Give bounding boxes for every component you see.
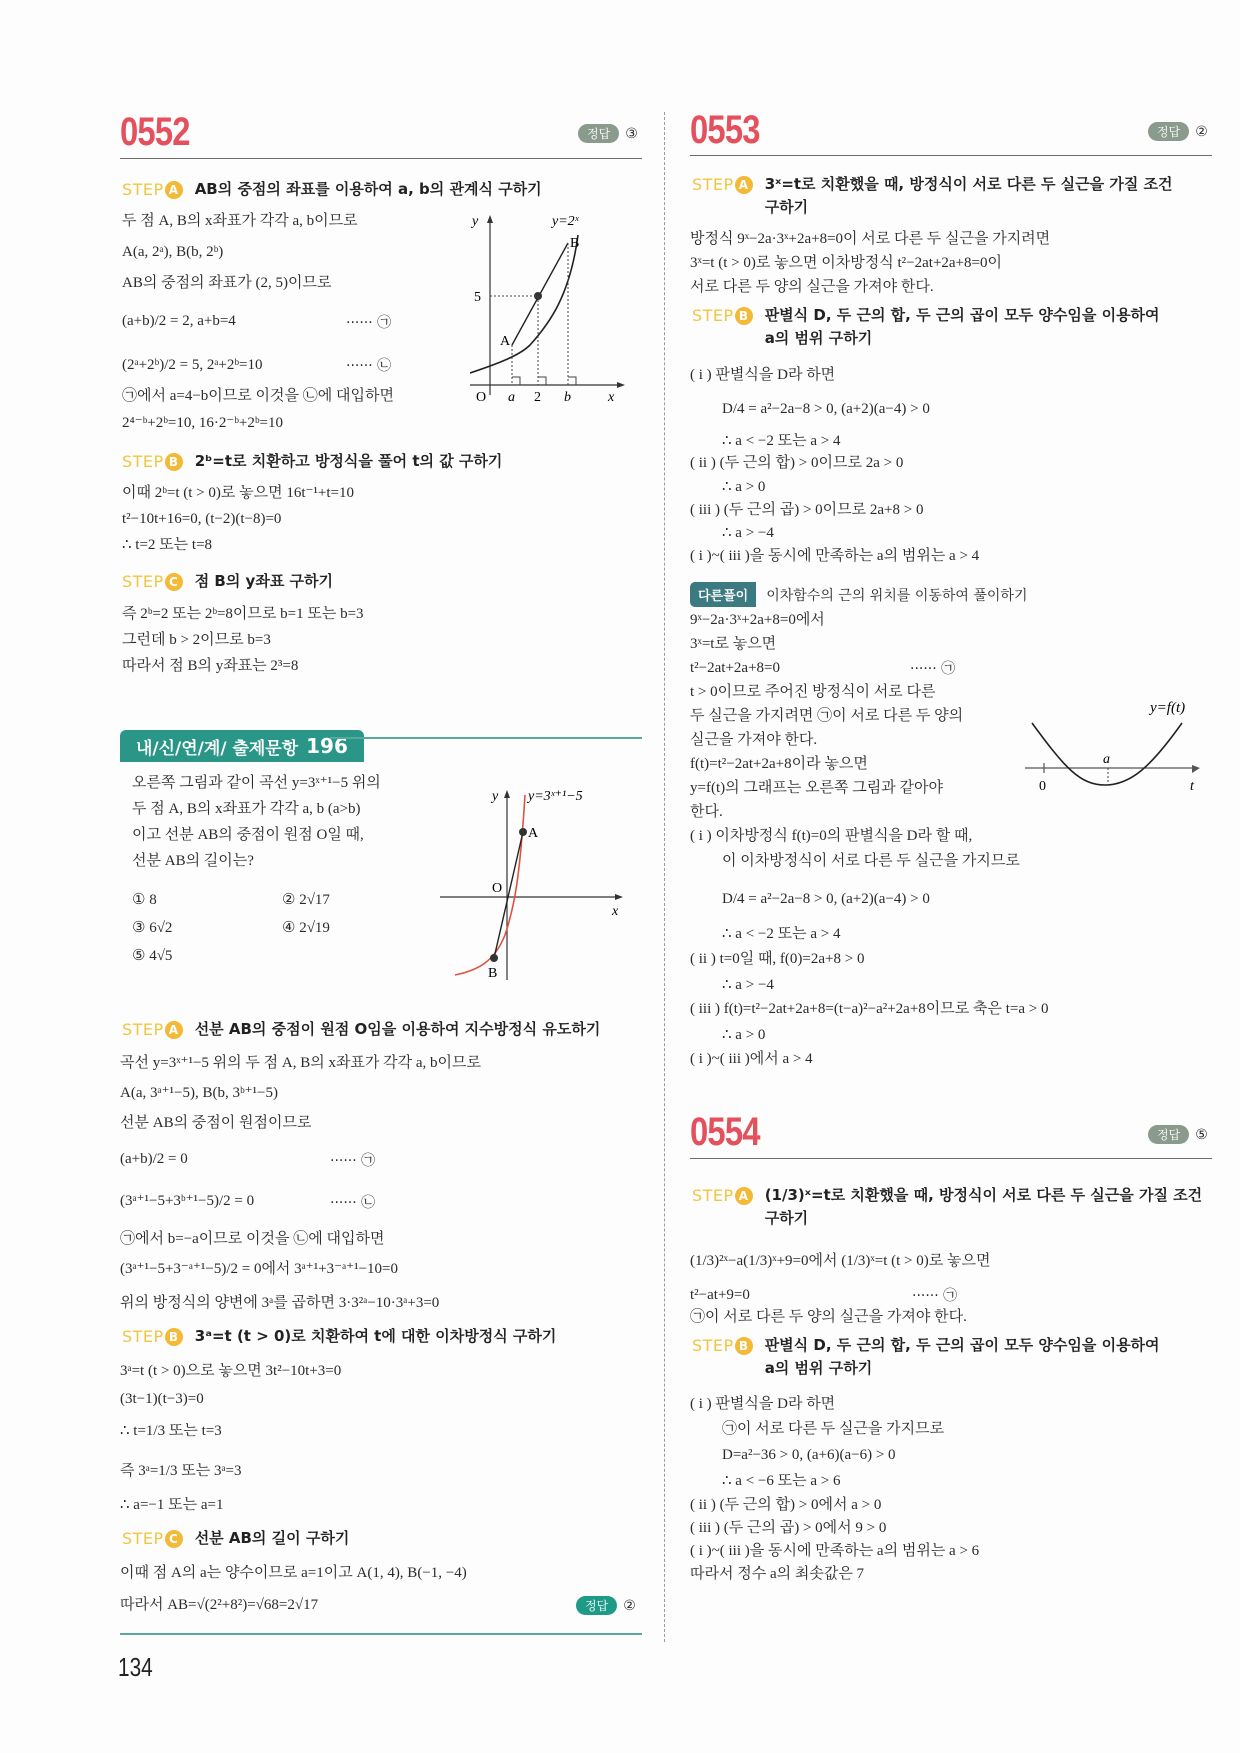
step-tag: STEP B bbox=[692, 1334, 753, 1357]
text-line: 두 실근을 가지려면 ㉠이 서로 다른 두 양의 bbox=[690, 708, 964, 724]
svg-text:2: 2 bbox=[534, 390, 541, 405]
step-letter-icon: C bbox=[165, 573, 183, 591]
step-b-heading bbox=[122, 1325, 556, 1348]
equation: (a+b)/2 = 2, a+b=4 bbox=[122, 313, 236, 329]
header-rule bbox=[690, 155, 1212, 156]
answer-value: ② bbox=[623, 1597, 636, 1614]
choice-1[interactable]: ① 8 bbox=[132, 892, 157, 908]
step-title: 선분 AB의 길이 구하기 bbox=[194, 1529, 350, 1547]
choice-4[interactable]: ④ 2√19 bbox=[282, 920, 330, 936]
text-line: ㉠이 서로 다른 두 양의 실근을 가져야 한다. bbox=[690, 1309, 967, 1325]
question-line: 두 점 A, B의 x좌표가 각각 a, b (a>b) bbox=[132, 801, 361, 817]
step-tag: STEP A bbox=[122, 1018, 183, 1041]
text-line: 따라서 점 B의 y좌표는 2³=8 bbox=[122, 658, 299, 674]
text-line: ∴ t=2 또는 t=8 bbox=[122, 537, 213, 553]
text-line: 방정식 9ˣ−2a·3ˣ+2a+8=0이 서로 다른 두 실근을 가지려면 bbox=[690, 231, 1051, 247]
text-line: 2⁴⁻ᵇ+2ᵇ=10, 16·2⁻ᵇ+2ᵇ=10 bbox=[122, 415, 283, 431]
text-line: t > 0이므로 주어진 방정식이 서로 다른 bbox=[690, 684, 936, 700]
column-divider bbox=[664, 112, 665, 1642]
alt-title: 이차함수의 근의 위치를 이동하여 풀이하기 bbox=[766, 587, 1028, 604]
text-line: ( i )~( iii )을 동시에 만족하는 a의 범위는 a > 4 bbox=[690, 548, 980, 564]
problem-number-0553: 0553 bbox=[690, 108, 760, 152]
text-line: y=f(t)의 그래프는 오른쪽 그림과 같아야 bbox=[690, 780, 943, 796]
text-line: 이 이차방정식이 서로 다른 두 실근을 가지므로 bbox=[722, 853, 1020, 869]
step-letter-icon: B bbox=[165, 1328, 183, 1346]
answer-label: 정답 bbox=[1148, 1125, 1189, 1144]
text-line: t²−2at+2a+8=0 bbox=[690, 660, 780, 676]
text-line: t²−10t+16=0, (t−2)(t−8)=0 bbox=[122, 511, 282, 527]
text-line: ∴ a > 0 bbox=[722, 1027, 766, 1043]
alt-solution-banner bbox=[690, 582, 1027, 607]
curve-label: y=3ˣ⁺¹−5 bbox=[528, 789, 583, 804]
answer-label: 정답 bbox=[578, 124, 619, 143]
svg-text:0: 0 bbox=[1039, 779, 1046, 794]
step-title: 판별식 D, 두 근의 합, 두 근의 곱이 모두 양수임을 이용하여 a의 범위 구하기 bbox=[764, 306, 1160, 347]
curve-label: y=f(t) bbox=[1150, 700, 1186, 716]
text-line: ∴ a < −2 또는 a > 4 bbox=[722, 926, 841, 942]
equation-marker: ······ ㉠ bbox=[912, 1288, 958, 1304]
text-line: A(a, 3ᵃ⁺¹−5), B(b, 3ᵇ⁺¹−5) bbox=[120, 1085, 278, 1101]
text-line: 즉 3ᵃ=1/3 또는 3ᵃ=3 bbox=[120, 1463, 242, 1479]
step-title: 선분 AB의 중점이 원점 O임을 이용하여 지수방정식 유도하기 bbox=[194, 1020, 601, 1038]
point-a-label: A bbox=[500, 334, 511, 349]
text-line: A(a, 2ᵃ), B(b, 2ᵇ) bbox=[122, 244, 224, 260]
answer-value: ③ bbox=[625, 125, 638, 142]
step-letter-icon: A bbox=[735, 176, 753, 194]
step-a-heading bbox=[122, 178, 542, 201]
text-line: 서로 다른 두 양의 실근을 가져야 한다. bbox=[690, 279, 934, 295]
banner-rule bbox=[330, 737, 642, 739]
answer-value: ② bbox=[1195, 123, 1208, 140]
svg-text:a: a bbox=[508, 390, 515, 405]
step-a-heading bbox=[122, 1018, 600, 1041]
text-line: ∴ a > 0 bbox=[722, 479, 766, 495]
text-line: ㉠이 서로 다른 두 실근을 가지므로 bbox=[722, 1421, 945, 1437]
text-line: ( ii ) (두 근의 합) > 0에서 a > 0 bbox=[690, 1497, 882, 1513]
text-line: ( ii ) (두 근의 합) > 0이므로 2a > 0 bbox=[690, 455, 904, 471]
alt-label: 다른풀이 bbox=[690, 582, 756, 607]
text-line: 이때 2ᵇ=t (t > 0)로 놓으면 16t⁻¹+t=10 bbox=[122, 485, 354, 501]
step-title: 점 B의 y좌표 구하기 bbox=[194, 572, 333, 590]
equation-marker: ······ ㉡ bbox=[330, 1195, 376, 1211]
step-title: (1/3)ˣ=t로 치환했을 때, 방정식이 서로 다른 두 실근을 가질 조건 구하기 bbox=[764, 1186, 1203, 1227]
question-line: 오른쪽 그림과 같이 곡선 y=3ˣ⁺¹−5 위의 bbox=[132, 775, 381, 791]
svg-text:b: b bbox=[564, 390, 571, 405]
text-line: 따라서 정수 a의 최솟값은 7 bbox=[690, 1566, 865, 1582]
text-line: ( i ) 판별식을 D라 하면 bbox=[690, 1396, 836, 1412]
answer-value: ⑤ bbox=[1195, 1126, 1208, 1143]
related-problem-banner bbox=[120, 730, 364, 762]
equation-marker: ······ ㉠ bbox=[330, 1153, 376, 1169]
svg-text:t: t bbox=[1190, 779, 1194, 794]
text-line: ( i )~( iii )에서 a > 4 bbox=[690, 1051, 813, 1067]
text-line: ( i ) 판별식을 D라 하면 bbox=[690, 367, 836, 383]
step-letter-icon: A bbox=[735, 1187, 753, 1205]
answer-badge-0554 bbox=[1148, 1125, 1208, 1144]
text-line: ( i ) 이차방정식 f(t)=0의 판별식을 D라 할 때, bbox=[690, 828, 973, 844]
text-line: 그런데 b > 2이므로 b=3 bbox=[122, 632, 271, 648]
step-tag: STEP A bbox=[692, 173, 753, 196]
step-title: AB의 중점의 좌표를 이용하여 a, b의 관계식 구하기 bbox=[194, 180, 542, 198]
svg-text:x: x bbox=[608, 390, 615, 405]
exponential-graph-3x bbox=[440, 785, 640, 985]
text-line: (3t−1)(t−3)=0 bbox=[120, 1391, 204, 1407]
section-end-rule bbox=[120, 1633, 642, 1635]
text-line: 9ˣ−2a·3ˣ+2a+8=0에서 bbox=[690, 612, 825, 628]
y-axis-label: y bbox=[472, 214, 479, 229]
step-b-heading bbox=[692, 1334, 1212, 1380]
step-a-heading bbox=[692, 173, 1212, 219]
choice-2[interactable]: ② 2√17 bbox=[282, 892, 330, 908]
equation: (1/3)²ˣ−a(1/3)ˣ+9=0에서 (1/3)ˣ=t (t > 0)로 놓으면 bbox=[690, 1253, 991, 1269]
text-line: ( iii ) f(t)=t²−2at+2a+8=(t−a)²−a²+2a+8이므로 축은 t=a > 0 bbox=[690, 1001, 1049, 1017]
parabola-graph-ft bbox=[1010, 690, 1215, 800]
text-line: ∴ a < −2 또는 a > 4 bbox=[722, 433, 841, 449]
choice-3[interactable]: ③ 6√2 bbox=[132, 920, 173, 936]
equation-marker: ······ ㉠ bbox=[910, 661, 956, 677]
equation: D/4 = a²−2a−8 > 0, (a+2)(a−4) > 0 bbox=[722, 401, 930, 417]
question-line: 선분 AB의 길이는? bbox=[132, 853, 254, 869]
step-a-heading bbox=[692, 1184, 1212, 1230]
origin-label: O bbox=[476, 390, 487, 405]
step-title: 3ˣ=t로 치환했을 때, 방정식이 서로 다른 두 실근을 가질 조건 구하기 bbox=[764, 175, 1173, 216]
equation: D/4 = a²−2a−8 > 0, (a+2)(a−4) > 0 bbox=[722, 891, 930, 907]
step-b-heading bbox=[692, 304, 1212, 350]
text-line: t²−at+9=0 bbox=[690, 1287, 750, 1303]
equation: (3ᵃ⁺¹−5+3⁻ᵃ⁺¹−5)/2 = 0에서 3ᵃ⁺¹+3⁻ᵃ⁺¹−10=0 bbox=[120, 1261, 399, 1277]
step-tag: STEP B bbox=[692, 304, 753, 327]
step-c-heading bbox=[122, 1527, 349, 1550]
page-number: 134 bbox=[118, 1652, 153, 1682]
text-line: 3ᵃ=t (t > 0)으로 놓으면 3t²−10t+3=0 bbox=[120, 1363, 342, 1379]
exponential-graph-2x bbox=[470, 205, 640, 405]
banner-number: 196 bbox=[306, 734, 348, 758]
step-tag: STEP B bbox=[122, 1325, 183, 1348]
equation: (2ᵃ+2ᵇ)/2 = 5, 2ᵃ+2ᵇ=10 bbox=[122, 357, 263, 373]
curve-label: y=2ˣ bbox=[552, 214, 579, 229]
problem-number-0554: 0554 bbox=[690, 1110, 760, 1154]
text-line: ∴ a > −4 bbox=[722, 977, 774, 993]
step-letter-icon: B bbox=[735, 307, 753, 325]
text-line: 즉 2ᵇ=2 또는 2ᵇ=8이므로 b=1 또는 b=3 bbox=[122, 606, 364, 622]
svg-text:x: x bbox=[612, 904, 619, 919]
svg-text:a: a bbox=[1103, 752, 1110, 767]
step-tag: STEP A bbox=[692, 1184, 753, 1207]
text-line: f(t)=t²−2at+2a+8이라 놓으면 bbox=[690, 756, 868, 772]
svg-text:O: O bbox=[492, 881, 503, 896]
related-answer-badge bbox=[576, 1596, 636, 1615]
step-tag: STEP B bbox=[122, 450, 183, 473]
text-line: 이때 점 A의 a는 양수이므로 a=1이고 A(1, 4), B(−1, −4) bbox=[120, 1565, 467, 1581]
step-tag: STEP C bbox=[122, 570, 183, 593]
step-letter-icon: A bbox=[165, 181, 183, 199]
answer-badge-0553 bbox=[1148, 122, 1208, 141]
text-line: 두 점 A, B의 x좌표가 각각 a, b이므로 bbox=[122, 213, 358, 229]
problem-number-0552: 0552 bbox=[120, 110, 190, 154]
text-line: ∴ a < −6 또는 a > 6 bbox=[722, 1473, 841, 1489]
svg-text:A: A bbox=[528, 826, 539, 841]
step-tag: STEP A bbox=[122, 178, 183, 201]
text-line: 한다. bbox=[690, 804, 723, 820]
y-tick-5: 5 bbox=[474, 290, 481, 305]
step-letter-icon: B bbox=[735, 1337, 753, 1355]
text-line: ㉠에서 b=−a이므로 이것을 ㉡에 대입하면 bbox=[120, 1231, 385, 1247]
banner-text: 내/신/연/계/ 출제문항 bbox=[136, 738, 299, 759]
text-line: ( iii ) (두 근의 곱) > 0이므로 2a+8 > 0 bbox=[690, 502, 924, 518]
text-line: 실근을 가져야 한다. bbox=[690, 732, 818, 748]
equation-marker: ······ ㉡ bbox=[346, 358, 392, 374]
answer-label: 정답 bbox=[1148, 122, 1189, 141]
question-line: 이고 선분 AB의 중점이 원점 O일 때, bbox=[132, 827, 364, 843]
text-line: 위의 방정식의 양변에 3ᵃ를 곱하면 3·3²ᵃ−10·3ᵃ+3=0 bbox=[120, 1295, 440, 1311]
equation: (3ᵃ⁺¹−5+3ᵇ⁺¹−5)/2 = 0 bbox=[120, 1193, 255, 1209]
header-rule bbox=[690, 1158, 1212, 1159]
text-line: D=a²−36 > 0, (a+6)(a−6) > 0 bbox=[722, 1447, 896, 1463]
svg-text:y: y bbox=[492, 789, 499, 804]
answer-badge-0552 bbox=[578, 124, 638, 143]
text-line: 따라서 AB=√(2²+8²)=√68=2√17 bbox=[120, 1597, 319, 1613]
text-line: ∴ a > −4 bbox=[722, 525, 774, 541]
text-line: ( ii ) t=0일 때, f(0)=2a+8 > 0 bbox=[690, 951, 865, 967]
answer-label: 정답 bbox=[576, 1596, 617, 1615]
text-line: ∴ a=−1 또는 a=1 bbox=[120, 1497, 224, 1513]
step-title: 3ᵃ=t (t > 0)로 치환하여 t에 대한 이차방정식 구하기 bbox=[194, 1327, 557, 1345]
text-line: 선분 AB의 중점이 원점이므로 bbox=[120, 1115, 312, 1131]
text-line: 곡선 y=3ˣ⁺¹−5 위의 두 점 A, B의 x좌표가 각각 a, b이므로 bbox=[120, 1055, 482, 1071]
text-line: 3ˣ=t (t > 0)로 놓으면 이차방정식 t²−2at+2a+8=0이 bbox=[690, 255, 1002, 271]
step-title: 판별식 D, 두 근의 합, 두 근의 곱이 모두 양수임을 이용하여 a의 범위 구하기 bbox=[764, 1336, 1160, 1377]
equation-marker: ······ ㉠ bbox=[346, 315, 392, 331]
step-letter-icon: C bbox=[165, 1530, 183, 1548]
header-rule bbox=[120, 158, 642, 159]
choice-5[interactable]: ⑤ 4√5 bbox=[132, 948, 173, 964]
step-c-heading bbox=[122, 570, 333, 593]
point-b-label: B bbox=[570, 236, 580, 251]
text-line: AB의 중점의 좌표가 (2, 5)이므로 bbox=[122, 275, 332, 291]
step-letter-icon: A bbox=[165, 1021, 183, 1039]
step-tag: STEP C bbox=[122, 1527, 183, 1550]
text-line: ( i )~( iii )을 동시에 만족하는 a의 범위는 a > 6 bbox=[690, 1543, 980, 1559]
step-title: 2ᵇ=t로 치환하고 방정식을 풀어 t의 값 구하기 bbox=[194, 452, 503, 470]
step-b-heading bbox=[122, 450, 502, 473]
equation: (a+b)/2 = 0 bbox=[120, 1151, 188, 1167]
svg-text:B: B bbox=[488, 966, 498, 981]
step-letter-icon: B bbox=[165, 453, 183, 471]
text-line: ( iii ) (두 근의 곱) > 0에서 9 > 0 bbox=[690, 1520, 887, 1536]
text-line: 3ˣ=t로 놓으면 bbox=[690, 636, 777, 652]
text-line: ㉠에서 a=4−b이므로 이것을 ㉡에 대입하면 bbox=[122, 388, 394, 404]
text-line: ∴ t=1/3 또는 t=3 bbox=[120, 1423, 222, 1439]
